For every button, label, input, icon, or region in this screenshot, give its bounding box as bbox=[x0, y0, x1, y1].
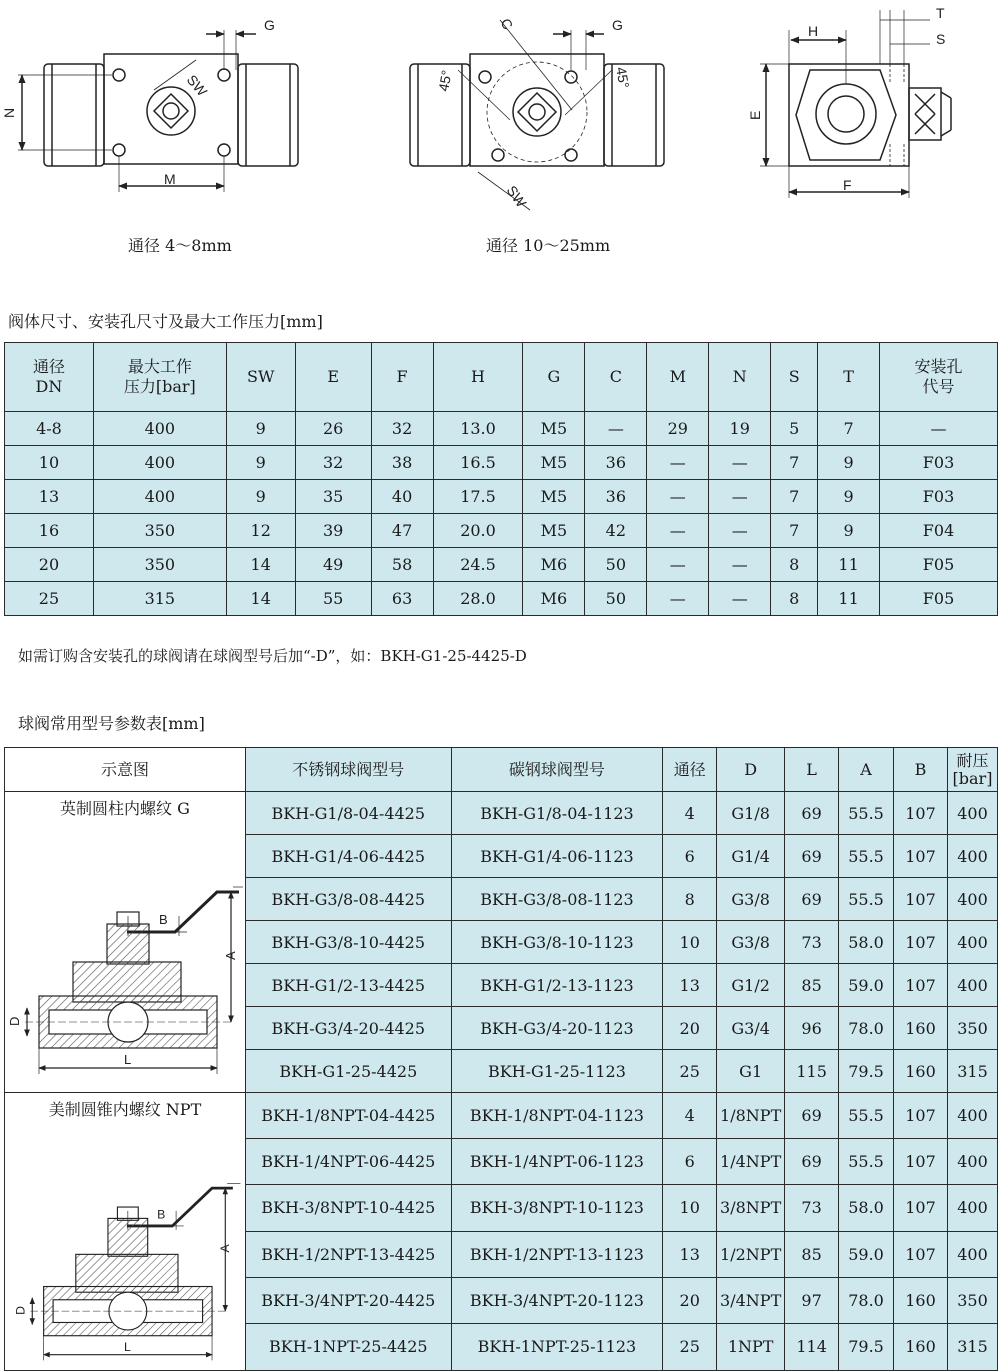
model-cell: BKH-1/4NPT-06-1123 bbox=[451, 1138, 663, 1184]
model-cell: G3/8 bbox=[717, 921, 785, 964]
model-cell: 69 bbox=[785, 878, 839, 921]
dimension-cell: 9 bbox=[818, 480, 880, 514]
model-cell: 55.5 bbox=[839, 835, 894, 878]
model-cell: 400 bbox=[947, 835, 997, 878]
valve-side-view bbox=[760, 10, 951, 198]
caption-large-bore: 通径 10～25mm bbox=[486, 236, 611, 255]
model-cell: 73 bbox=[785, 921, 839, 964]
model-cell: 107 bbox=[894, 1231, 948, 1277]
svg-text:B: B bbox=[158, 912, 168, 927]
dimension-cell: 9 bbox=[818, 446, 880, 480]
model-cell: 78.0 bbox=[839, 1007, 894, 1050]
model-cell: BKH-G1/8-04-4425 bbox=[245, 792, 451, 835]
dimension-table bbox=[4, 342, 998, 616]
model-cell: 59.0 bbox=[839, 1231, 894, 1277]
dimension-cell: 20.0 bbox=[433, 514, 523, 548]
svg-text:L: L bbox=[124, 1339, 131, 1354]
dim-label-h: H bbox=[808, 23, 819, 39]
model-row bbox=[5, 1093, 998, 1139]
model-cell: 350 bbox=[947, 1007, 997, 1050]
dimension-cell: 400 bbox=[93, 446, 226, 480]
model-cell: 20 bbox=[663, 1007, 717, 1050]
model-col-header: B bbox=[894, 748, 948, 792]
model-cell: 1/2NPT bbox=[717, 1231, 785, 1277]
order-note: 如需订购含安装孔的球阀请在球阀型号后加“-D”，如：BKH-G1-25-4425-D bbox=[18, 647, 527, 665]
dimension-col-header: E bbox=[295, 343, 371, 412]
dimension-cell: — bbox=[709, 446, 771, 480]
dim-label-s: S bbox=[936, 31, 946, 47]
dimension-col-header: 最大工作 压力[bar] bbox=[93, 343, 226, 412]
model-cell: 107 bbox=[894, 921, 948, 964]
dimension-cell: — bbox=[709, 582, 771, 616]
dimension-cell: 49 bbox=[295, 548, 371, 582]
caption-small-bore: 通径 4～8mm bbox=[128, 236, 232, 255]
dimension-cell: — bbox=[647, 582, 709, 616]
model-cell: 25 bbox=[663, 1323, 717, 1370]
dimension-cell: — bbox=[709, 514, 771, 548]
dim-label-c: C bbox=[497, 15, 517, 33]
model-cell: BKH-3/8NPT-10-4425 bbox=[245, 1184, 451, 1231]
dim-label-n: N bbox=[1, 107, 17, 118]
dimension-row bbox=[5, 548, 998, 582]
model-cell: BKH-G3/4-20-4425 bbox=[245, 1007, 451, 1050]
dimension-cell: F05 bbox=[880, 582, 998, 616]
model-cell: BKH-G3/8-10-1123 bbox=[451, 921, 663, 964]
dimension-cell: F03 bbox=[880, 480, 998, 514]
model-cell: BKH-3/4NPT-20-1123 bbox=[451, 1277, 663, 1323]
model-cell: BKH-G1/2-13-4425 bbox=[245, 964, 451, 1007]
svg-text:A: A bbox=[222, 951, 238, 960]
dimension-cell: 4-8 bbox=[5, 412, 94, 446]
dimension-col-header: M bbox=[647, 343, 709, 412]
dimension-col-header: C bbox=[585, 343, 647, 412]
model-cell: 73 bbox=[785, 1184, 839, 1231]
model-cell: BKH-G3/8-10-4425 bbox=[245, 921, 451, 964]
model-col-header: D bbox=[717, 748, 785, 792]
dimension-cell: F03 bbox=[880, 446, 998, 480]
thread-type-label: 美制圆锥内螺纹 NPT bbox=[48, 1100, 202, 1119]
thread-type-diagram-cell bbox=[5, 1093, 246, 1371]
section2-title: 球阀常用型号参数表[mm] bbox=[18, 714, 205, 733]
model-cell: 55.5 bbox=[839, 1093, 894, 1139]
model-cell: BKH-3/4NPT-20-4425 bbox=[245, 1277, 451, 1323]
dimension-cell: 9 bbox=[226, 480, 295, 514]
model-cell: 10 bbox=[663, 1184, 717, 1231]
model-cell: 107 bbox=[894, 878, 948, 921]
dim-label-t: T bbox=[936, 5, 945, 21]
dimension-cell: 16 bbox=[5, 514, 94, 548]
dimension-cell: 13.0 bbox=[433, 412, 523, 446]
model-cell: 4 bbox=[663, 1093, 717, 1139]
model-cell: BKH-1/2NPT-13-1123 bbox=[451, 1231, 663, 1277]
model-cell: 107 bbox=[894, 792, 948, 835]
dimension-cell: M5 bbox=[523, 412, 585, 446]
dimension-cell: 50 bbox=[585, 582, 647, 616]
model-cell: 55.5 bbox=[839, 1138, 894, 1184]
model-cell: 1/8NPT bbox=[717, 1093, 785, 1139]
dimension-cell: 47 bbox=[371, 514, 433, 548]
model-cell: 58.0 bbox=[839, 921, 894, 964]
model-cell: 400 bbox=[947, 1093, 997, 1139]
dimension-cell: — bbox=[709, 480, 771, 514]
model-cell: 58.0 bbox=[839, 1184, 894, 1231]
model-cell: 8 bbox=[663, 878, 717, 921]
model-cell: 107 bbox=[894, 1184, 948, 1231]
model-table bbox=[4, 747, 998, 1371]
thread-type-diagram-cell bbox=[5, 792, 246, 1093]
dimension-col-header: N bbox=[709, 343, 771, 412]
dimension-cell: 17.5 bbox=[433, 480, 523, 514]
model-col-header: 碳钢球阀型号 bbox=[451, 748, 663, 792]
dimension-cell: 19 bbox=[709, 412, 771, 446]
dimension-cell: 14 bbox=[226, 548, 295, 582]
model-cell: 160 bbox=[894, 1007, 948, 1050]
dimension-cell: — bbox=[647, 514, 709, 548]
dimension-col-header: 安装孔 代号 bbox=[880, 343, 998, 412]
dimension-cell: 315 bbox=[93, 582, 226, 616]
dimension-cell: — bbox=[647, 446, 709, 480]
model-cell: 85 bbox=[785, 964, 839, 1007]
model-cell: 13 bbox=[663, 964, 717, 1007]
model-cell: BKH-G1/2-13-1123 bbox=[451, 964, 663, 1007]
model-cell: 6 bbox=[663, 1138, 717, 1184]
model-cell: 69 bbox=[785, 835, 839, 878]
model-cell: 315 bbox=[947, 1050, 997, 1093]
model-cell: 114 bbox=[785, 1323, 839, 1370]
model-cell: 107 bbox=[894, 964, 948, 1007]
svg-text:A: A bbox=[218, 1244, 233, 1253]
dimension-cell: M6 bbox=[523, 548, 585, 582]
valve-top-view-large bbox=[410, 20, 664, 210]
dimension-cell: 38 bbox=[371, 446, 433, 480]
model-cell: 3/8NPT bbox=[717, 1184, 785, 1231]
model-cell: 3/4NPT bbox=[717, 1277, 785, 1323]
dimension-cell: 14 bbox=[226, 582, 295, 616]
top-technical-drawings bbox=[0, 0, 1000, 270]
dimension-cell: 9 bbox=[818, 514, 880, 548]
model-cell: 79.5 bbox=[839, 1323, 894, 1370]
model-cell: 55.5 bbox=[839, 792, 894, 835]
model-cell: BKH-1NPT-25-4425 bbox=[245, 1323, 451, 1370]
model-cell: 85 bbox=[785, 1231, 839, 1277]
dimension-cell: 40 bbox=[371, 480, 433, 514]
dim-label-sw2: SW bbox=[503, 182, 530, 211]
dimension-cell: — bbox=[585, 412, 647, 446]
model-cell: 160 bbox=[894, 1050, 948, 1093]
model-cell: BKH-1/2NPT-13-4425 bbox=[245, 1231, 451, 1277]
dimension-col-header: 通径 DN bbox=[5, 343, 94, 412]
model-cell: 160 bbox=[894, 1277, 948, 1323]
dimension-cell: 16.5 bbox=[433, 446, 523, 480]
model-cell: BKH-G1-25-4425 bbox=[245, 1050, 451, 1093]
dimension-cell: 63 bbox=[371, 582, 433, 616]
model-col-header: 耐压 [bar] bbox=[947, 748, 997, 792]
dimension-cell: 36 bbox=[585, 480, 647, 514]
dimension-row bbox=[5, 582, 998, 616]
dim-label-45-left: 45° bbox=[435, 68, 455, 93]
dimension-cell: 13 bbox=[5, 480, 94, 514]
dimension-cell: M5 bbox=[523, 446, 585, 480]
dimension-cell: 400 bbox=[93, 412, 226, 446]
dim-label-e: E bbox=[747, 110, 763, 120]
dimension-row bbox=[5, 446, 998, 480]
valve-top-view-small bbox=[18, 30, 298, 192]
model-cell: 350 bbox=[947, 1277, 997, 1323]
model-cell: 6 bbox=[663, 835, 717, 878]
model-cell: 1NPT bbox=[717, 1323, 785, 1370]
dimension-table-header bbox=[5, 343, 998, 412]
model-col-header: 不锈钢球阀型号 bbox=[245, 748, 451, 792]
model-cell: 400 bbox=[947, 878, 997, 921]
model-cell: 78.0 bbox=[839, 1277, 894, 1323]
model-row bbox=[5, 792, 998, 835]
dimension-cell: M5 bbox=[523, 480, 585, 514]
model-cell: BKH-G1-25-1123 bbox=[451, 1050, 663, 1093]
model-cell: BKH-G1/4-06-1123 bbox=[451, 835, 663, 878]
model-cell: G1/2 bbox=[717, 964, 785, 1007]
dim-label-m: M bbox=[164, 171, 176, 187]
dimension-cell: 5 bbox=[771, 412, 818, 446]
dimension-cell: 50 bbox=[585, 548, 647, 582]
model-cell: BKH-1/8NPT-04-1123 bbox=[451, 1093, 663, 1139]
model-cell: 69 bbox=[785, 1138, 839, 1184]
dimension-cell: 55 bbox=[295, 582, 371, 616]
dimension-cell: 11 bbox=[818, 582, 880, 616]
dimension-col-header: T bbox=[818, 343, 880, 412]
dimension-cell: — bbox=[709, 548, 771, 582]
ball-valve-section-drawing bbox=[7, 1120, 243, 1366]
model-cell: 400 bbox=[947, 964, 997, 1007]
dimension-cell: 28.0 bbox=[433, 582, 523, 616]
dimension-cell: 350 bbox=[93, 514, 226, 548]
dimension-cell: 400 bbox=[93, 480, 226, 514]
dimension-col-header: F bbox=[371, 343, 433, 412]
model-cell: 400 bbox=[947, 1138, 997, 1184]
model-cell: 315 bbox=[947, 1323, 997, 1370]
dimension-cell: 32 bbox=[371, 412, 433, 446]
dim-label-45-right: 45° bbox=[613, 65, 633, 90]
svg-text:B: B bbox=[157, 1207, 166, 1222]
dimension-cell: 32 bbox=[295, 446, 371, 480]
dimension-cell: 58 bbox=[371, 548, 433, 582]
model-col-header: 示意图 bbox=[5, 748, 246, 792]
dimension-col-header: S bbox=[771, 343, 818, 412]
model-cell: BKH-1NPT-25-1123 bbox=[451, 1323, 663, 1370]
model-cell: 13 bbox=[663, 1231, 717, 1277]
dim-label-f: F bbox=[843, 177, 852, 193]
dimension-cell: 7 bbox=[771, 446, 818, 480]
model-cell: BKH-G1/8-04-1123 bbox=[451, 792, 663, 835]
section1-title: 阀体尺寸、安装孔尺寸及最大工作压力[mm] bbox=[8, 312, 323, 331]
ball-valve-section-drawing bbox=[7, 819, 243, 1081]
model-cell: 96 bbox=[785, 1007, 839, 1050]
model-col-header: L bbox=[785, 748, 839, 792]
model-cell: BKH-G3/8-08-4425 bbox=[245, 878, 451, 921]
dimension-col-header: H bbox=[433, 343, 523, 412]
dimension-cell: M6 bbox=[523, 582, 585, 616]
model-cell: BKH-G1/4-06-4425 bbox=[245, 835, 451, 878]
dimension-cell: 7 bbox=[771, 514, 818, 548]
dimension-cell: 9 bbox=[226, 446, 295, 480]
dimension-cell: 350 bbox=[93, 548, 226, 582]
model-cell: BKH-3/8NPT-10-1123 bbox=[451, 1184, 663, 1231]
dimension-cell: 9 bbox=[226, 412, 295, 446]
dimension-cell: 35 bbox=[295, 480, 371, 514]
model-cell: G3/4 bbox=[717, 1007, 785, 1050]
svg-text:L: L bbox=[123, 1052, 132, 1067]
dimension-cell: 7 bbox=[771, 480, 818, 514]
model-cell: 97 bbox=[785, 1277, 839, 1323]
model-cell: G1/8 bbox=[717, 792, 785, 835]
dimension-cell: 8 bbox=[771, 548, 818, 582]
model-cell: 400 bbox=[947, 1231, 997, 1277]
model-cell: 400 bbox=[947, 1184, 997, 1231]
dimension-row bbox=[5, 514, 998, 548]
model-cell: 1/4NPT bbox=[717, 1138, 785, 1184]
dimension-cell: F05 bbox=[880, 548, 998, 582]
dimension-col-header: G bbox=[523, 343, 585, 412]
dimension-cell: — bbox=[647, 548, 709, 582]
dim-label-g: G bbox=[264, 17, 275, 33]
model-cell: 69 bbox=[785, 792, 839, 835]
model-cell: G3/8 bbox=[717, 878, 785, 921]
svg-text:D: D bbox=[6, 1016, 22, 1026]
model-col-header: A bbox=[839, 748, 894, 792]
thread-type-label: 英制圆柱内螺纹 G bbox=[60, 799, 190, 818]
dimension-cell: 8 bbox=[771, 582, 818, 616]
dimension-cell: 29 bbox=[647, 412, 709, 446]
dimension-cell: 12 bbox=[226, 514, 295, 548]
model-cell: 59.0 bbox=[839, 964, 894, 1007]
dimension-cell: 20 bbox=[5, 548, 94, 582]
model-cell: 4 bbox=[663, 792, 717, 835]
model-cell: 160 bbox=[894, 1323, 948, 1370]
svg-text:D: D bbox=[13, 1306, 28, 1315]
dimension-cell: 11 bbox=[818, 548, 880, 582]
dimension-cell: 39 bbox=[295, 514, 371, 548]
dimension-cell: 24.5 bbox=[433, 548, 523, 582]
model-cell: 107 bbox=[894, 1138, 948, 1184]
model-cell: 107 bbox=[894, 1093, 948, 1139]
model-cell: BKH-1/4NPT-06-4425 bbox=[245, 1138, 451, 1184]
model-cell: BKH-G3/8-08-1123 bbox=[451, 878, 663, 921]
model-table-header bbox=[5, 748, 998, 792]
dimension-cell: — bbox=[647, 480, 709, 514]
dimension-cell: F04 bbox=[880, 514, 998, 548]
model-cell: 107 bbox=[894, 835, 948, 878]
dim-label-sw: SW bbox=[183, 71, 211, 100]
dimension-col-header: SW bbox=[226, 343, 295, 412]
model-cell: 20 bbox=[663, 1277, 717, 1323]
dim-label-g2: G bbox=[612, 17, 623, 33]
dimension-cell: 26 bbox=[295, 412, 371, 446]
dimension-row bbox=[5, 412, 998, 446]
dimension-cell: 36 bbox=[585, 446, 647, 480]
dimension-cell: M5 bbox=[523, 514, 585, 548]
model-cell: 400 bbox=[947, 792, 997, 835]
model-cell: 115 bbox=[785, 1050, 839, 1093]
dimension-row bbox=[5, 480, 998, 514]
model-cell: BKH-1/8NPT-04-4425 bbox=[245, 1093, 451, 1139]
dimension-cell: 10 bbox=[5, 446, 94, 480]
dimension-cell: 7 bbox=[818, 412, 880, 446]
model-cell: 69 bbox=[785, 1093, 839, 1139]
model-cell: 55.5 bbox=[839, 878, 894, 921]
model-col-header: 通径 bbox=[663, 748, 717, 792]
dimension-cell: 25 bbox=[5, 582, 94, 616]
model-cell: 400 bbox=[947, 921, 997, 964]
dimension-cell: — bbox=[880, 412, 998, 446]
model-cell: 79.5 bbox=[839, 1050, 894, 1093]
model-cell: 10 bbox=[663, 921, 717, 964]
model-cell: BKH-G3/4-20-1123 bbox=[451, 1007, 663, 1050]
model-cell: 25 bbox=[663, 1050, 717, 1093]
dimension-cell: 42 bbox=[585, 514, 647, 548]
model-cell: G1/4 bbox=[717, 835, 785, 878]
model-cell: G1 bbox=[717, 1050, 785, 1093]
